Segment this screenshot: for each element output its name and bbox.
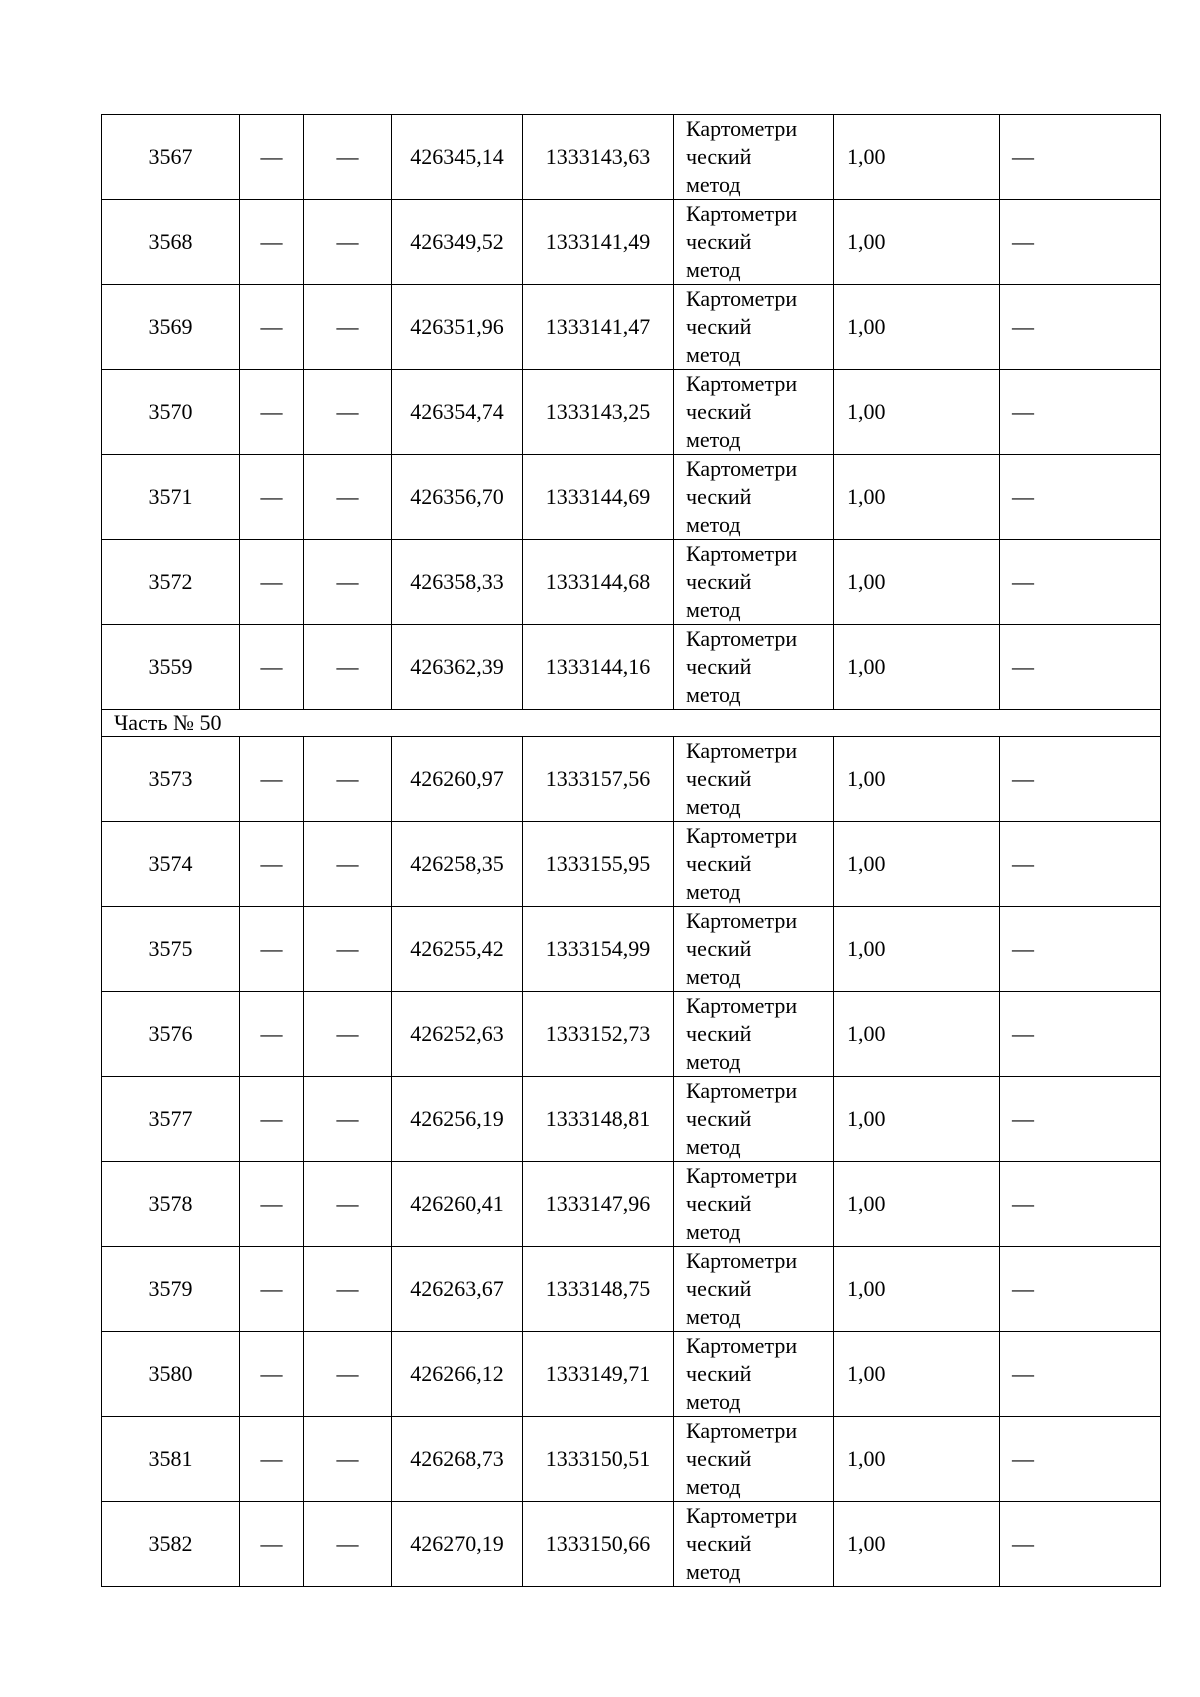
x-coordinate-cell: 426260,41 — [392, 1162, 523, 1247]
empty-dash-cell: — — [240, 1502, 304, 1587]
table-row — [102, 1162, 1161, 1247]
method-text: метод — [686, 1474, 741, 1499]
point-number-cell: 3577 — [102, 1077, 240, 1162]
y-coordinate-cell: 1333144,16 — [523, 625, 674, 710]
y-coordinate-cell: 1333148,81 — [523, 1077, 674, 1162]
table-body — [102, 115, 1161, 1587]
table-row — [102, 370, 1161, 455]
method-text: ческий — [686, 144, 752, 169]
method-text: ческий — [686, 851, 752, 876]
table-row — [102, 625, 1161, 710]
empty-dash-cell: — — [240, 907, 304, 992]
point-number-cell: 3575 — [102, 907, 240, 992]
method-text: метод — [686, 427, 741, 452]
empty-dash-cell: — — [1000, 200, 1161, 285]
method-cell — [674, 540, 834, 625]
empty-dash-cell: — — [240, 1417, 304, 1502]
table-row — [102, 455, 1161, 540]
empty-dash-cell: — — [304, 540, 392, 625]
empty-dash-cell: — — [304, 737, 392, 822]
y-coordinate-cell: 1333154,99 — [523, 907, 674, 992]
table-row — [102, 1417, 1161, 1502]
method-text: ческий — [686, 1106, 752, 1131]
method-cell — [674, 625, 834, 710]
y-coordinate-cell: 1333152,73 — [523, 992, 674, 1077]
x-coordinate-cell: 426354,74 — [392, 370, 523, 455]
empty-dash-cell: — — [240, 540, 304, 625]
method-text: Картометри — [686, 993, 798, 1018]
x-coordinate-cell: 426362,39 — [392, 625, 523, 710]
x-coordinate-cell: 426258,35 — [392, 822, 523, 907]
x-coordinate-cell: 426263,67 — [392, 1247, 523, 1332]
method-cell — [674, 907, 834, 992]
table-row — [102, 540, 1161, 625]
method-text: Картометри — [686, 1503, 798, 1528]
method-text: метод — [686, 342, 741, 367]
method-text: Картометри — [686, 1418, 798, 1443]
method-text: Картометри — [686, 286, 798, 311]
coordinates-table — [101, 114, 1161, 1587]
point-number-cell: 3571 — [102, 455, 240, 540]
empty-dash-cell: — — [1000, 455, 1161, 540]
empty-dash-cell: — — [304, 822, 392, 907]
method-text: метод — [686, 1389, 741, 1414]
accuracy-cell: 1,00 — [834, 285, 1000, 370]
empty-dash-cell: — — [1000, 625, 1161, 710]
y-coordinate-cell: 1333150,66 — [523, 1502, 674, 1587]
empty-dash-cell: — — [304, 1247, 392, 1332]
x-coordinate-cell: 426252,63 — [392, 992, 523, 1077]
accuracy-cell: 1,00 — [834, 540, 1000, 625]
accuracy-cell: 1,00 — [834, 370, 1000, 455]
y-coordinate-cell: 1333141,49 — [523, 200, 674, 285]
method-text: ческий — [686, 1021, 752, 1046]
method-cell — [674, 1502, 834, 1587]
empty-dash-cell: — — [1000, 737, 1161, 822]
method-text: ческий — [686, 399, 752, 424]
method-cell — [674, 1077, 834, 1162]
table-row — [102, 1502, 1161, 1587]
method-text: ческий — [686, 654, 752, 679]
method-cell — [674, 1332, 834, 1417]
empty-dash-cell: — — [1000, 1162, 1161, 1247]
table-row — [102, 1332, 1161, 1417]
x-coordinate-cell: 426345,14 — [392, 115, 523, 200]
method-text: ческий — [686, 936, 752, 961]
method-text: метод — [686, 682, 741, 707]
method-text: Картометри — [686, 1333, 798, 1358]
x-coordinate-cell: 426268,73 — [392, 1417, 523, 1502]
method-text: ческий — [686, 1191, 752, 1216]
empty-dash-cell: — — [304, 1502, 392, 1587]
x-coordinate-cell: 426358,33 — [392, 540, 523, 625]
method-cell — [674, 1162, 834, 1247]
point-number-cell: 3559 — [102, 625, 240, 710]
empty-dash-cell: — — [240, 1247, 304, 1332]
accuracy-cell: 1,00 — [834, 737, 1000, 822]
accuracy-cell: 1,00 — [834, 1247, 1000, 1332]
method-cell — [674, 455, 834, 540]
empty-dash-cell: — — [1000, 285, 1161, 370]
empty-dash-cell: — — [1000, 1247, 1161, 1332]
empty-dash-cell: — — [1000, 540, 1161, 625]
section-row — [102, 710, 1161, 737]
x-coordinate-cell: 426356,70 — [392, 455, 523, 540]
empty-dash-cell: — — [304, 625, 392, 710]
method-text: метод — [686, 512, 741, 537]
method-text: ческий — [686, 1361, 752, 1386]
accuracy-cell: 1,00 — [834, 822, 1000, 907]
table-row — [102, 1247, 1161, 1332]
empty-dash-cell: — — [240, 1077, 304, 1162]
accuracy-cell: 1,00 — [834, 455, 1000, 540]
x-coordinate-cell: 426351,96 — [392, 285, 523, 370]
y-coordinate-cell: 1333148,75 — [523, 1247, 674, 1332]
empty-dash-cell: — — [1000, 370, 1161, 455]
method-text: Картометри — [686, 823, 798, 848]
method-cell — [674, 1247, 834, 1332]
empty-dash-cell: — — [1000, 1332, 1161, 1417]
accuracy-cell: 1,00 — [834, 625, 1000, 710]
y-coordinate-cell: 1333143,25 — [523, 370, 674, 455]
method-text: ческий — [686, 1446, 752, 1471]
accuracy-cell: 1,00 — [834, 200, 1000, 285]
point-number-cell: 3567 — [102, 115, 240, 200]
empty-dash-cell: — — [1000, 1502, 1161, 1587]
y-coordinate-cell: 1333149,71 — [523, 1332, 674, 1417]
y-coordinate-cell: 1333141,47 — [523, 285, 674, 370]
y-coordinate-cell: 1333155,95 — [523, 822, 674, 907]
method-text: ческий — [686, 766, 752, 791]
method-text: метод — [686, 1049, 741, 1074]
method-text: Картометри — [686, 201, 798, 226]
method-text: ческий — [686, 1531, 752, 1556]
accuracy-cell: 1,00 — [834, 1332, 1000, 1417]
empty-dash-cell: — — [240, 737, 304, 822]
point-number-cell: 3569 — [102, 285, 240, 370]
point-number-cell: 3582 — [102, 1502, 240, 1587]
method-text: Картометри — [686, 371, 798, 396]
table-row — [102, 115, 1161, 200]
method-text: метод — [686, 597, 741, 622]
empty-dash-cell: — — [240, 455, 304, 540]
method-text: Картометри — [686, 541, 798, 566]
method-text: ческий — [686, 314, 752, 339]
empty-dash-cell: — — [1000, 1417, 1161, 1502]
method-text: Картометри — [686, 1163, 798, 1188]
method-text: Картометри — [686, 1078, 798, 1103]
section-label: Часть № 50 — [102, 710, 1161, 737]
empty-dash-cell: — — [240, 285, 304, 370]
point-number-cell: 3580 — [102, 1332, 240, 1417]
method-text: Картометри — [686, 116, 798, 141]
table-row — [102, 992, 1161, 1077]
y-coordinate-cell: 1333147,96 — [523, 1162, 674, 1247]
y-coordinate-cell: 1333157,56 — [523, 737, 674, 822]
point-number-cell: 3576 — [102, 992, 240, 1077]
empty-dash-cell: — — [304, 455, 392, 540]
x-coordinate-cell: 426255,42 — [392, 907, 523, 992]
empty-dash-cell: — — [304, 1162, 392, 1247]
method-text: Картометри — [686, 908, 798, 933]
empty-dash-cell: — — [1000, 907, 1161, 992]
empty-dash-cell: — — [240, 370, 304, 455]
method-text: Картометри — [686, 456, 798, 481]
empty-dash-cell: — — [240, 1332, 304, 1417]
point-number-cell: 3579 — [102, 1247, 240, 1332]
empty-dash-cell: — — [304, 285, 392, 370]
method-text: ческий — [686, 1276, 752, 1301]
empty-dash-cell: — — [304, 907, 392, 992]
y-coordinate-cell: 1333144,69 — [523, 455, 674, 540]
accuracy-cell: 1,00 — [834, 907, 1000, 992]
empty-dash-cell: — — [304, 1417, 392, 1502]
table-row — [102, 285, 1161, 370]
table-row — [102, 737, 1161, 822]
y-coordinate-cell: 1333144,68 — [523, 540, 674, 625]
empty-dash-cell: — — [304, 200, 392, 285]
point-number-cell: 3581 — [102, 1417, 240, 1502]
empty-dash-cell: — — [240, 625, 304, 710]
accuracy-cell: 1,00 — [834, 115, 1000, 200]
empty-dash-cell: — — [240, 822, 304, 907]
method-text: ческий — [686, 229, 752, 254]
method-text: метод — [686, 1134, 741, 1159]
method-text: метод — [686, 964, 741, 989]
method-cell — [674, 200, 834, 285]
empty-dash-cell: — — [304, 1332, 392, 1417]
empty-dash-cell: — — [240, 115, 304, 200]
empty-dash-cell: — — [304, 370, 392, 455]
method-text: ческий — [686, 569, 752, 594]
table-row — [102, 907, 1161, 992]
accuracy-cell: 1,00 — [834, 1077, 1000, 1162]
empty-dash-cell: — — [1000, 1077, 1161, 1162]
method-cell — [674, 115, 834, 200]
accuracy-cell: 1,00 — [834, 992, 1000, 1077]
x-coordinate-cell: 426266,12 — [392, 1332, 523, 1417]
x-coordinate-cell: 426270,19 — [392, 1502, 523, 1587]
method-cell — [674, 822, 834, 907]
table-row — [102, 1077, 1161, 1162]
x-coordinate-cell: 426349,52 — [392, 200, 523, 285]
accuracy-cell: 1,00 — [834, 1502, 1000, 1587]
method-text: метод — [686, 1304, 741, 1329]
method-cell — [674, 737, 834, 822]
point-number-cell: 3574 — [102, 822, 240, 907]
method-text: метод — [686, 1559, 741, 1584]
point-number-cell: 3570 — [102, 370, 240, 455]
method-text: метод — [686, 794, 741, 819]
method-text: метод — [686, 257, 741, 282]
empty-dash-cell: — — [1000, 822, 1161, 907]
empty-dash-cell: — — [240, 200, 304, 285]
method-cell — [674, 1417, 834, 1502]
point-number-cell: 3573 — [102, 737, 240, 822]
accuracy-cell: 1,00 — [834, 1417, 1000, 1502]
method-text: Картометри — [686, 1248, 798, 1273]
empty-dash-cell: — — [1000, 115, 1161, 200]
method-cell — [674, 370, 834, 455]
empty-dash-cell: — — [1000, 992, 1161, 1077]
x-coordinate-cell: 426260,97 — [392, 737, 523, 822]
method-cell — [674, 992, 834, 1077]
method-text: метод — [686, 1219, 741, 1244]
empty-dash-cell: — — [240, 992, 304, 1077]
point-number-cell: 3578 — [102, 1162, 240, 1247]
method-text: Картометри — [686, 626, 798, 651]
accuracy-cell: 1,00 — [834, 1162, 1000, 1247]
table-row — [102, 200, 1161, 285]
method-text: метод — [686, 172, 741, 197]
method-text: Картометри — [686, 738, 798, 763]
method-text: метод — [686, 879, 741, 904]
y-coordinate-cell: 1333143,63 — [523, 115, 674, 200]
empty-dash-cell: — — [240, 1162, 304, 1247]
point-number-cell: 3572 — [102, 540, 240, 625]
table-row — [102, 822, 1161, 907]
empty-dash-cell: — — [304, 992, 392, 1077]
method-cell — [674, 285, 834, 370]
point-number-cell: 3568 — [102, 200, 240, 285]
method-text: ческий — [686, 484, 752, 509]
empty-dash-cell: — — [304, 115, 392, 200]
x-coordinate-cell: 426256,19 — [392, 1077, 523, 1162]
empty-dash-cell: — — [304, 1077, 392, 1162]
y-coordinate-cell: 1333150,51 — [523, 1417, 674, 1502]
